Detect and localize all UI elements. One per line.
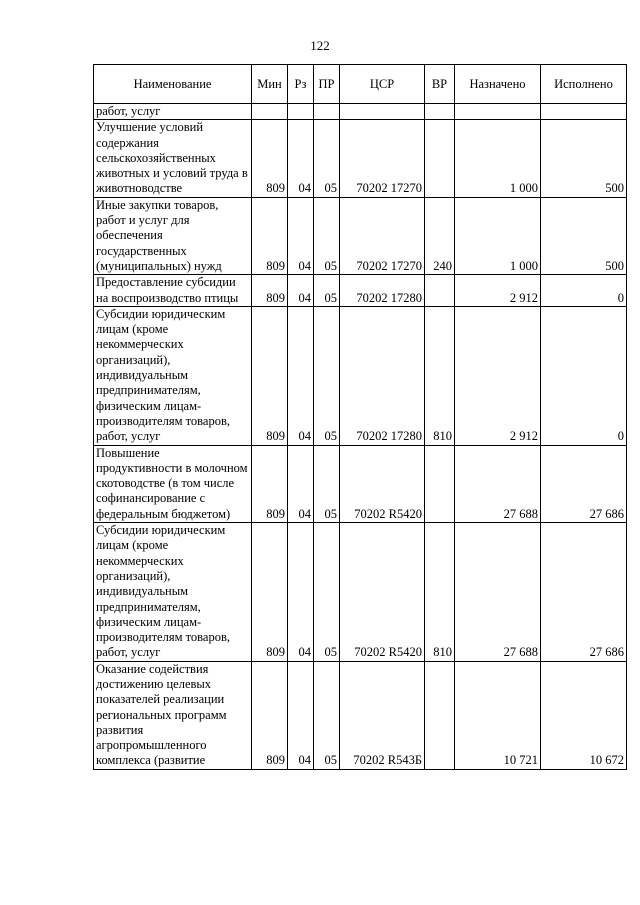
header-pr: ПР [314,65,340,104]
row-executed: 10 672 [541,661,627,769]
table-row [94,275,627,307]
row-pr: 05 [314,306,340,445]
table-header-row [94,65,627,104]
row-csr: 70202 17280 [340,275,425,307]
row-executed: 0 [541,275,627,307]
row-rz: 04 [288,445,314,522]
row-executed: 500 [541,197,627,274]
row-assigned: 1 000 [455,120,541,197]
row-rz: 04 [288,661,314,769]
row-min: 809 [252,197,288,274]
row-rz: 04 [288,306,314,445]
row-csr: 70202 R543Б [340,661,425,769]
row-executed: 0 [541,306,627,445]
row-rz: 04 [288,523,314,662]
row-vr [425,275,455,307]
row-csr: 70202 17280 [340,306,425,445]
row-assigned: 1 000 [455,197,541,274]
row-csr: 70202 R5420 [340,523,425,662]
row-min: 809 [252,445,288,522]
row-name: Оказание содействия достижению целевых показателей реализации региональных программ развития агропромышленного комплекса (развитие [94,661,252,769]
row-rz: 04 [288,275,314,307]
row-pr: 05 [314,197,340,274]
budget-table [93,64,627,770]
row-vr [425,104,455,120]
row-assigned: 10 721 [455,661,541,769]
row-vr [425,445,455,522]
row-name: Предоставление субсидии на воспроизводство птицы [94,275,252,307]
row-assigned [455,104,541,120]
row-name: Иные закупки товаров, работ и услуг для обеспечения государственных (муниципальных) нужд [94,197,252,274]
table-row [94,197,627,274]
row-assigned: 27 688 [455,523,541,662]
row-vr: 240 [425,197,455,274]
row-min: 809 [252,523,288,662]
row-assigned: 27 688 [455,445,541,522]
row-csr [340,104,425,120]
row-min: 809 [252,661,288,769]
header-executed: Исполнено [541,65,627,104]
row-pr: 05 [314,275,340,307]
row-rz: 04 [288,120,314,197]
row-executed: 27 686 [541,523,627,662]
row-executed: 27 686 [541,445,627,522]
table-row [94,306,627,445]
table-row [94,445,627,522]
row-vr [425,661,455,769]
row-vr [425,120,455,197]
header-min: Мин [252,65,288,104]
row-name: Субсидии юридическим лицам (кроме некоммерческих организаций), индивидуальным предпринимателям, физическим лицам-производителям товаров, работ, услуг [94,523,252,662]
header-csr: ЦСР [340,65,425,104]
row-executed [541,104,627,120]
row-assigned: 2 912 [455,306,541,445]
header-rz: Рз [288,65,314,104]
row-name: работ, услуг [94,104,252,120]
row-pr: 05 [314,120,340,197]
table-row [94,104,627,120]
row-name: Повышение продуктивности в молочном скотоводстве (в том числе софинансирование с федеральным бюджетом) [94,445,252,522]
header-assigned: Назначено [455,65,541,104]
row-min: 809 [252,306,288,445]
row-executed: 500 [541,120,627,197]
table-row [94,120,627,197]
page-number: 122 [310,38,330,53]
header-vr: ВР [425,65,455,104]
row-pr: 05 [314,523,340,662]
row-pr: 05 [314,661,340,769]
table-row [94,523,627,662]
row-name: Улучшение условий содержания сельскохозяйственных животных и условий труда в животноводстве [94,120,252,197]
row-assigned: 2 912 [455,275,541,307]
row-min: 809 [252,120,288,197]
table-row [94,661,627,769]
row-csr: 70202 17270 [340,197,425,274]
row-pr [314,104,340,120]
row-min [252,104,288,120]
header-name: Наименование [94,65,252,104]
row-name: Субсидии юридическим лицам (кроме некоммерческих организаций), индивидуальным предпринимателям, физическим лицам-производителям товаров, работ, услуг [94,306,252,445]
row-csr: 70202 17270 [340,120,425,197]
row-vr: 810 [425,306,455,445]
row-rz [288,104,314,120]
row-rz: 04 [288,197,314,274]
row-csr: 70202 R5420 [340,445,425,522]
row-pr: 05 [314,445,340,522]
row-vr: 810 [425,523,455,662]
row-min: 809 [252,275,288,307]
